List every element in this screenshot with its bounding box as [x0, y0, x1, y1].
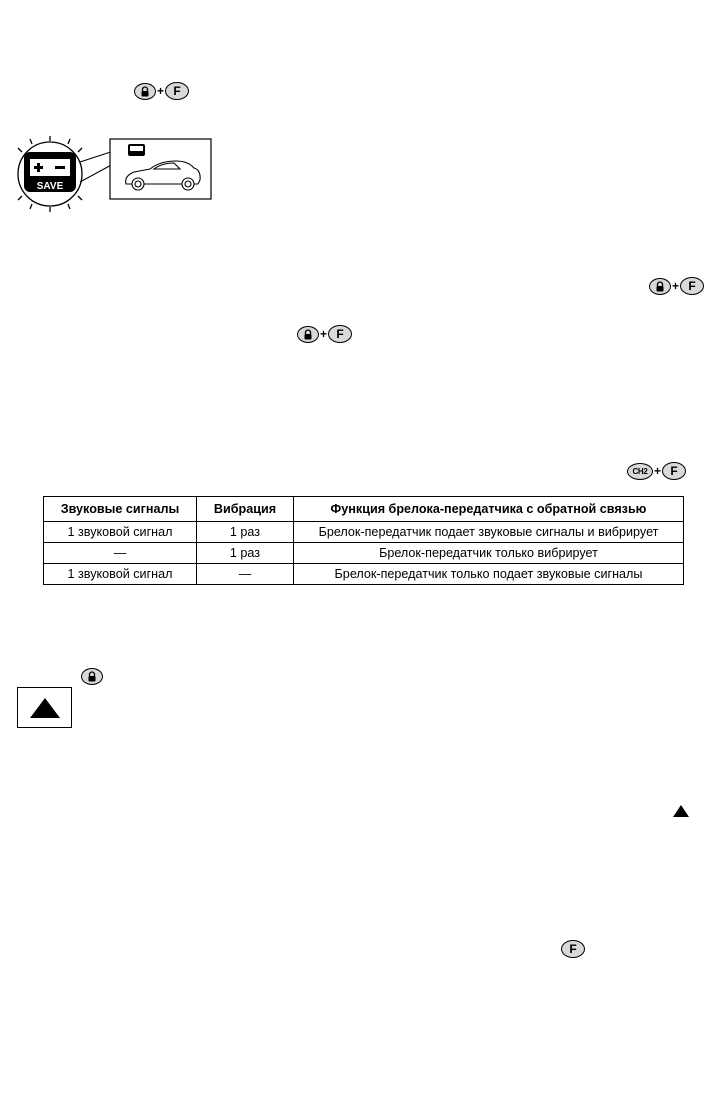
table-cell: Брелок-передатчик только подает звуковые сигналы [294, 564, 684, 585]
lock-f-combo-mid [297, 325, 352, 343]
table-cell: 1 раз [197, 543, 294, 564]
warning-box [17, 687, 72, 728]
lock-key-icon [649, 278, 671, 295]
feedback-function-table [43, 496, 684, 585]
table-cell: — [44, 543, 197, 564]
battery-save-illustration [8, 134, 214, 214]
table-row [44, 543, 684, 564]
plus-sign: + [672, 279, 680, 293]
save-label: SAVE [36, 181, 64, 192]
triangle-warning-icon [672, 804, 690, 818]
ch2-key-icon: CH2 [627, 463, 653, 480]
f-key-icon: F [680, 277, 704, 295]
plus-sign: + [320, 327, 328, 341]
lock-key-single [81, 668, 103, 687]
triangle-warning-icon [28, 696, 62, 720]
lock-key-icon [297, 326, 319, 343]
table-cell: Брелок-передатчик подает звуковые сигналы и вибрирует [294, 522, 684, 543]
table-cell: — [197, 564, 294, 585]
f-key-icon: F [662, 462, 686, 480]
col-header-sound: Звуковые сигналы [44, 497, 197, 522]
table-cell: 1 звуковой сигнал [44, 564, 197, 585]
lock-key-icon [81, 668, 103, 685]
lock-f-combo-top [134, 82, 189, 100]
ch2-f-combo [627, 462, 686, 480]
lock-f-combo-mid-right [649, 277, 704, 295]
table-row [44, 522, 684, 543]
col-header-function: Функция брелока-передатчика с обратной связью [294, 497, 684, 522]
table-row [44, 564, 684, 585]
plus-sign: + [654, 464, 662, 478]
f-key-icon: F [165, 82, 189, 100]
table-header-row [44, 497, 684, 522]
plus-sign: + [157, 84, 165, 98]
table-cell: 1 звуковой сигнал [44, 522, 197, 543]
table-cell: Брелок-передатчик только вибрирует [294, 543, 684, 564]
f-key-single [561, 940, 585, 958]
col-header-vibration: Вибрация [197, 497, 294, 522]
table-cell: 1 раз [197, 522, 294, 543]
lock-key-icon [134, 83, 156, 100]
f-key-icon: F [328, 325, 352, 343]
f-key-icon: F [561, 940, 585, 958]
